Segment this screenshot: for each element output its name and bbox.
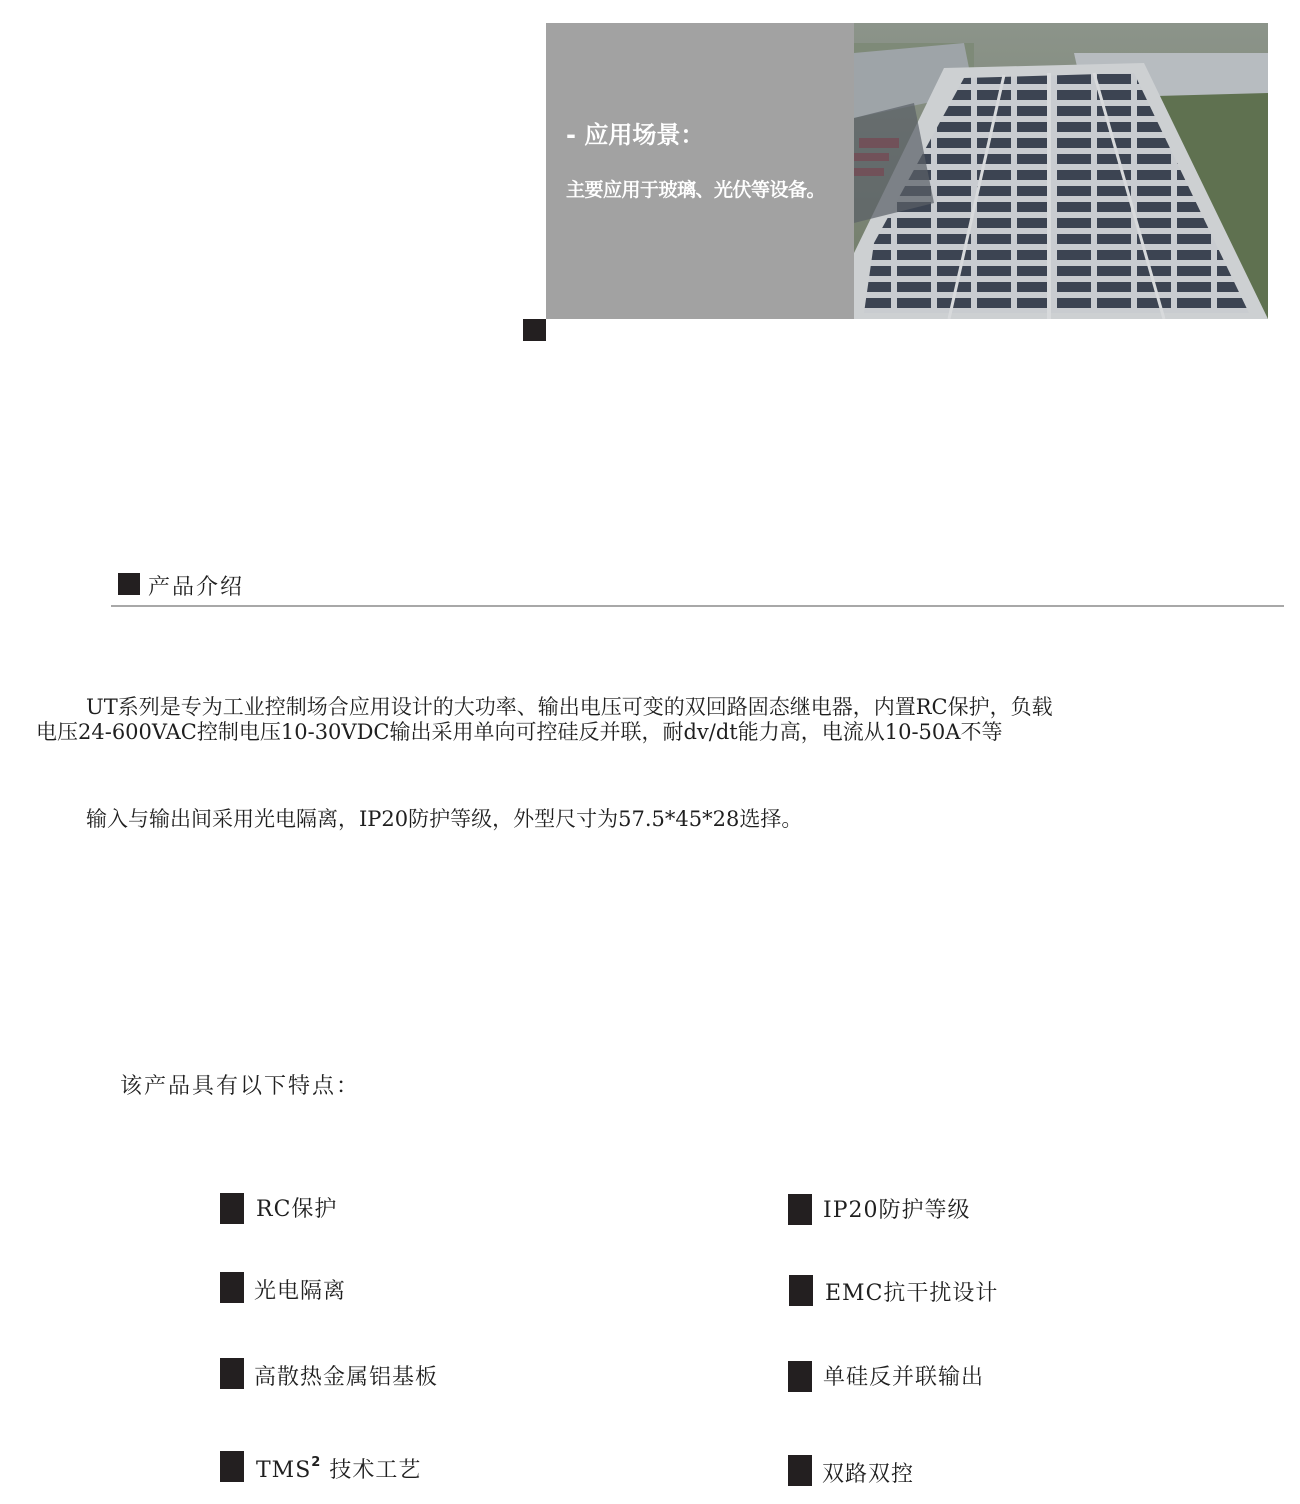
section-title: 产品介绍 xyxy=(148,575,245,600)
feature-tms-suffix: 技术工艺 xyxy=(329,1458,422,1483)
features-heading: 该产品具有以下特点： xyxy=(120,1074,361,1099)
feature-aluminum-substrate: 高散热金属铝基板 xyxy=(254,1365,439,1390)
feature-marker xyxy=(220,1272,244,1303)
feature-scr-output: 单硅反并联输出 xyxy=(823,1365,985,1390)
feature-marker xyxy=(220,1451,244,1482)
feature-marker xyxy=(220,1193,244,1224)
application-banner xyxy=(546,23,1268,319)
feature-marker xyxy=(788,1194,812,1225)
section-divider xyxy=(111,605,1284,607)
feature-rc-protection: RC保护 xyxy=(256,1197,338,1222)
feature-opto-isolation: 光电隔离 xyxy=(254,1279,347,1304)
feature-marker xyxy=(788,1361,812,1392)
solar-factory-photo xyxy=(854,23,1268,319)
feature-marker xyxy=(789,1275,813,1306)
intro-line-3: 输入与输出间采用光电隔离，IP20防护等级，外型尺寸为57.5*45*28选择。 xyxy=(86,807,803,831)
feature-emc-design: EMC抗干扰设计 xyxy=(825,1281,999,1306)
intro-line-1: UT系列是专为工业控制场合应用设计的大功率、输出电压可变的双回路固态继电器，内置RC保护，负载 xyxy=(86,695,1053,719)
banner-text-panel xyxy=(546,23,854,319)
feature-tms-label: TMS xyxy=(256,1458,312,1483)
feature-ip20: IP20防护等级 xyxy=(823,1198,971,1223)
feature-tms-superscript: 2 xyxy=(311,1454,322,1470)
feature-tms-process xyxy=(256,1453,421,1484)
section-title-marker xyxy=(118,573,140,595)
corner-square-marker xyxy=(523,319,546,341)
intro-line-2: 电压24-600VAC控制电压10-30VDC输出采用单向可控硅反并联，耐dv/dt能力高，电流从10-50A不等 xyxy=(36,720,1003,744)
feature-marker xyxy=(220,1358,244,1389)
banner-title: - 应用场景： xyxy=(566,121,705,149)
feature-dual-control: 双路双控 xyxy=(822,1462,915,1487)
banner-subtitle: 主要应用于玻璃、光伏等设备。 xyxy=(566,179,826,201)
feature-marker xyxy=(788,1455,812,1486)
